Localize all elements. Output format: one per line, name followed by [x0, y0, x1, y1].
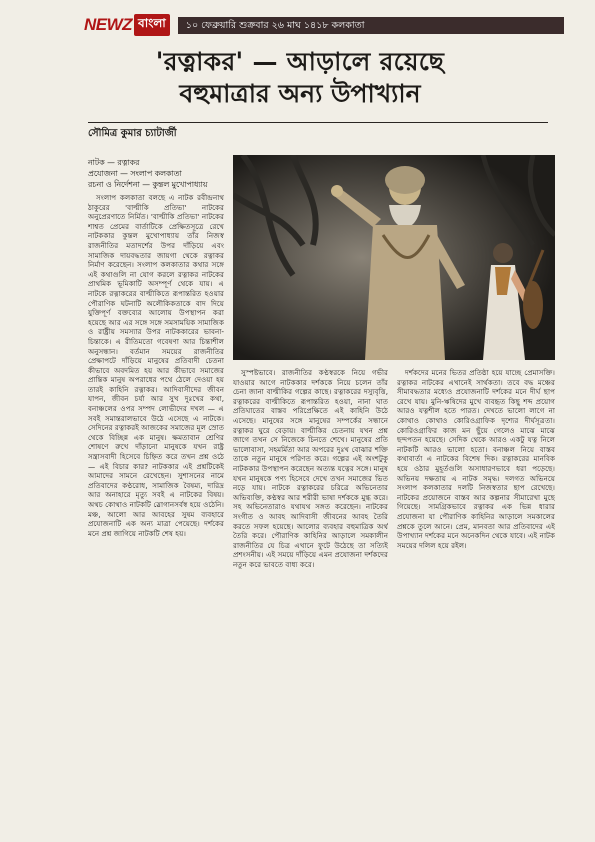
masthead	[84, 14, 564, 36]
production-credits	[88, 157, 220, 190]
newspaper-logo	[84, 14, 170, 36]
column-1-text: সংলাপ কলকাতা বলছে এ নাটক রবীন্দ্রনাথ ঠাকুরের 'বাল্মীকি প্রতিভা' নাটকের অনুপ্রেরণাতে নির্মিত। 'বাল্মীকি প্রতিভা' নাটকের শাশ্বত প্রেমের বার্তাটিকে প্রেক্ষিতসূত্রে রেখে নাটককার কুন্তল মুখোপাধ্যায় তাঁর নিজস্ব রাজনীতির মতাদর্শের উপর দাঁড়িয়ে এবং সামাজিক দায়বদ্ধতার জায়গা থেকে রত্নাকর নির্মাণ করেছেন। সংলাপ কলকাতার কথার সঙ্গে এই কথাগুলি না যোগ করলে রত্নাকর নাটকের প্রাথমিক ভূমিকাটি অসম্পূর্ণ থেকে যায়। এ নাটকে রত্নাকরের বাল্মীকিতে রূপান্তরিত হওয়ার পৌরাণিক ঘটনাটি অলৌকিকতাকে বাদ দিয়ে যুক্তিপূর্ণ বক্তব্যের আলোয় উপস্থাপন করা হয়েছে আর এর সঙ্গে সঙ্গে সমসাময়িক সামাজিক ও রাষ্ট্রীয় সমস্যার উপর নাটককারের ভাবনা-চিন্তাকে। এ রীতিমতো গবেষণা আর চিন্তাশীল অনুসন্ধান। বর্তমান সময়ের রাজনীতির প্রেক্ষাপটে দাঁড়িয়ে মানুষের প্রতিবাদী চেতনা কীভাবে অবদমিত হয় আর কীভাবে সমাজের প্রান্তিক মানুষ অপরাধের পথে ঠেলে দেওয়া হয় তারই কাহিনি রত্নাকর। আদিবাসীদের জীবন যাপন, জীবন চর্যা আর সুখ দুঃখের কথা, বনাঞ্চলের ওপর সম্পদ লোভীদের দখল — এ সবই সমান্তরালভাবে উঠে এসেছে এ নাটকে। সেদিনের রত্নাকরই আজকের সমাজের মূল স্রোত থেকে বিচ্ছিন্ন এক মানুষ। ক্ষমতাবান শ্রেণির শোষণে রুখে দাঁড়ানো মানুষকে যখন রাষ্ট্র সন্ত্রাসবাদী হিসেবে চিহ্নিত করে তখন প্রশ্ন ওঠে — এই বিচার কার? নাটককার এই প্রশ্নটিকেই আমাদের সামনে রেখেছেন। সুশাসনের নামে প্রতিবাদের কণ্ঠরোধ, সামাজিক বৈষম্য, দারিদ্র আর অনাহারে মৃত্যু সবই এ নাটকের বিষয়। অথচ কোথাও নাটকটি স্লোগানসর্বস্ব হয়ে ওঠেনি। মঞ্চ, আলো আর আবহের সুষম ব্যবহারে প্রযোজনাটি এক অন্য মাত্রা পেয়েছে। দর্শকের মনে প্রশ্ন জাগিয়ে নাটকটি শেষ হয়।	[88, 193, 224, 538]
column-3-text: দর্শকদের মনের ভিতর প্রতিষ্ঠা হয়ে যাচ্ছে প্রেমাসক্তি। রত্নাকর নাটকের এখানেই সার্থকতা। তবে বদ্ধ মঞ্চের সীমাবদ্ধতার মধ্যেও প্রযোজনাটি দর্শকের মনে দীর্ঘ ছাপ রেখে যায়। মুনি-ঋষিদের মুখে ব্যবহৃত কিছু শব্দ প্রয়োগ আরও যত্নশীল হতে পারত। দেখতে ভালো লাগে না কোথাও কোথাও কোরিওগ্রাফিক দৃশ্যের দীর্ঘসূত্রতা। কোরিওগ্রাফির কাজ মন ছুঁয়ে গেলেও মাঝে মাঝে ছন্দপতন হয়েছে। সেদিক থেকে আরও একটু যত্ন নিলে নাটকটি আরও ভালো হতো। বনাঞ্চল নিয়ে বাস্তব কথাবার্তা এ নাটকের বিশেষ দিক। রত্নাকরের মানবিক হয়ে ওঠার মুহূর্তগুলি অসাধারণভাবে ধরা পড়েছে। অভিনয় দক্ষতায় এ নাটক সমৃদ্ধ। দলগত অভিনয়ে সংলাপ কলকাতার দলটি নিজস্বতার ছাপ রেখেছে। নাটকের প্রয়োজনে বাস্তব আর কল্পনার সীমারেখা মুছে গিয়েছে। সামগ্রিকভাবে রত্নাকর এক ভিন্ন ধারার প্রযোজনা যা পৌরাণিক কাহিনির আড়ালে সমকালের প্রশ্নকে তুলে আনে। প্রেম, মানবতা আর প্রতিবাদের এই উপাখ্যান দর্শকের মনে অনেকদিন থেকে যাবে। এই নাটক সময়ের দলিল হয়ে রইল।	[397, 368, 555, 550]
byline: সৌমিত্র কুমার চ্যাটার্জী	[88, 128, 177, 139]
headline	[60, 46, 540, 110]
credit-production: প্রযোজনা — সংলাপ কলকাতা	[88, 169, 182, 178]
article-column-3	[397, 368, 555, 805]
headline-rule	[88, 122, 548, 123]
logo-text: NEWZ	[84, 15, 133, 34]
dateline: ১০ ফেব্রুয়ারি শুক্রবার ২৬ মাঘ ১৪১৮ কলকাতা	[178, 17, 564, 34]
article-column-1	[88, 193, 224, 805]
credit-play: নাটক — রত্নাকর	[88, 158, 140, 167]
stage-photo	[233, 155, 555, 360]
headline-line1: 'রত্নাকর' — আড়ালে রয়েছে	[155, 47, 445, 76]
article-column-2	[233, 368, 388, 805]
column-2-text: সুস্পষ্টভাবে। রাজনীতির কণ্ঠস্বরকে নিয়ে গভীর যাওয়ার আগে নাটককার দর্শককে নিয়ে চলেন তাঁর চেনা জানা বাল্মীকির গল্পের কাছে। রত্নাকরের দস্যুবৃত্তি, রত্নাকরের বাল্মীকিতে রূপান্তরিত হওয়া, নানা ঘাত প্রতিঘাতের বাস্তব পরিপ্রেক্ষিতে এই কাহিনি উঠে এসেছে। মানুষের সঙ্গে মানুষের সম্পর্কের সন্ধানে রত্নাকর ঘুরে বেড়ায়। বাল্মীকির চেতনায় যখন প্রশ্ন জাগে তখন সে নিজেকে চিনতে শেখে। মানুষের প্রতি ভালোবাসা, সহমর্মিতা আর অপরের দুঃখ বোঝার শক্তি তাকে নতুন মানুষে পরিণত করে। গল্পের এই অংশটুকু নাটককার উপস্থাপন করেছেন অত্যন্ত যত্নের সঙ্গে। মানুষ যখন মানুষকে পণ্য হিসেবে দেখে তখন সমাজের ভিত নড়ে যায়। নাটকে রত্নাকরের চরিত্রে অভিনেতার অভিব্যক্তি, কণ্ঠস্বর আর শরীরী ভাষা দর্শককে মুগ্ধ করে। সহ অভিনেতারাও যথাযথ সঙ্গত করেছেন। নাটকের সংগীত ও আবহ আদিবাসী জীবনের আবহ তৈরি করতে সফল হয়েছে। আলোর ব্যবহার বহুমাত্রিক অর্থ তৈরি করে। পৌরাণিক কাহিনির আড়ালে সমকালীন রাজনীতির যে চিত্র এখানে ফুটে উঠেছে তা সত্যিই প্রশংসনীয়। এই সময়ে দাঁড়িয়ে এমন প্রযোজনা দর্শকদের নতুন করে ভাবতে বাধ্য করে।	[233, 368, 388, 569]
credit-direction: রচনা ও নির্দেশনা — কুন্তল মুখোপাধ্যায়	[88, 180, 208, 189]
logo-suffix: বাংলা	[134, 14, 170, 36]
headline-line2: বহুমাত্রার অন্য উপাখ্যান	[179, 79, 421, 108]
